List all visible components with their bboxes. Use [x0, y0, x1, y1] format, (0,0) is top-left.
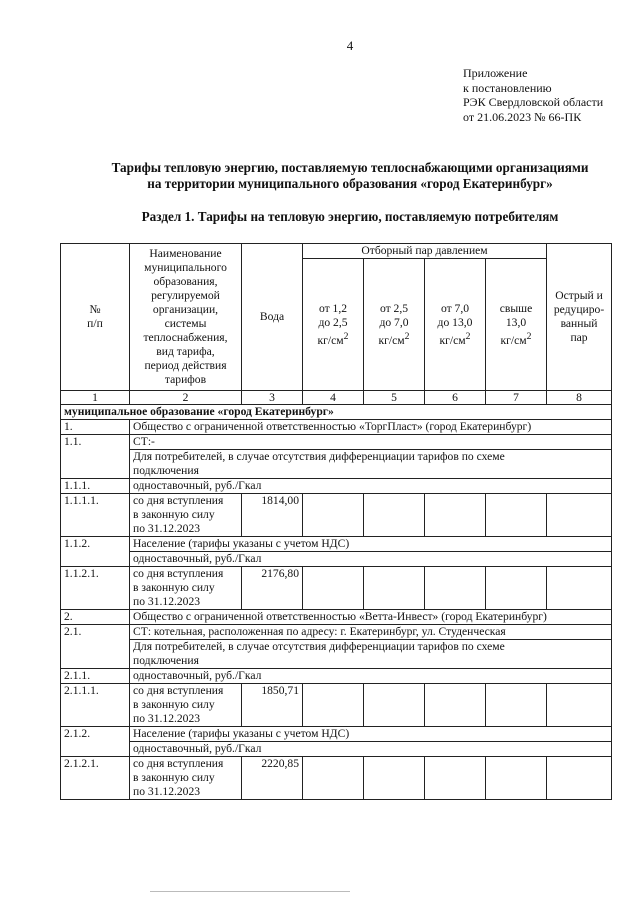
row-number: 1.1.1.	[61, 479, 130, 494]
table-row	[61, 669, 612, 684]
empty-cell	[303, 684, 364, 727]
tariff-type: одноставочный, руб./Гкал	[130, 479, 612, 494]
empty-cell	[547, 684, 612, 727]
table-row	[61, 420, 612, 435]
header-pressure-4: свыше 13,0 $кг/см^2$	[486, 259, 547, 391]
consumer-type: Население (тарифы указаны с учетом НДС)	[130, 537, 612, 552]
empty-cell	[364, 684, 425, 727]
empty-cell	[303, 757, 364, 800]
column-number: 7	[486, 391, 547, 405]
header-num: № п/п	[61, 244, 130, 391]
row-number: 2.1.2.1.	[61, 757, 130, 800]
empty-cell	[303, 567, 364, 610]
header-pressure-1: от 1,2 до 2,5 $кг/см^2$	[303, 259, 364, 391]
header-row	[61, 244, 612, 259]
page-number: 4	[346, 38, 354, 53]
footer-divider	[150, 891, 350, 892]
header-pressure-2: от 2,5 до 7,0 $кг/см^2$	[364, 259, 425, 391]
document-title	[60, 160, 640, 192]
water-tariff: 1850,71	[242, 684, 303, 727]
empty-cell	[425, 684, 486, 727]
appendix-block	[463, 66, 603, 124]
org-name: Общество с ограниченной ответственностью «ТоргПласт» (город Екатеринбург)	[130, 420, 612, 435]
heat-system: СТ:-	[130, 435, 612, 450]
table-row	[61, 757, 612, 800]
table-row	[61, 567, 612, 610]
table-row	[61, 640, 612, 669]
header-pressure-3: от 7,0 до 13,0 $кг/см^2$	[425, 259, 486, 391]
column-number: 6	[425, 391, 486, 405]
header-steam-group: Отборный пар давлением	[303, 244, 547, 259]
table-row	[61, 479, 612, 494]
empty-cell	[303, 494, 364, 537]
row-number: 1.1.2.	[61, 537, 130, 567]
table-row	[61, 450, 612, 479]
column-number: 1	[61, 391, 130, 405]
empty-cell	[547, 567, 612, 610]
column-number: 5	[364, 391, 425, 405]
column-number: 2	[130, 391, 242, 405]
row-number: 1.1.2.1.	[61, 567, 130, 610]
table-row	[61, 537, 612, 552]
row-number: 2.1.1.	[61, 669, 130, 684]
empty-cell	[547, 494, 612, 537]
column-number: 8	[547, 391, 612, 405]
municipality-cell: муниципальное образование «город Екатеринбург»	[61, 405, 612, 420]
consumer-type: Для потребителей, в случае отсутствия дифференциации тарифов по схеме подключения	[130, 640, 612, 669]
period: со дня вступления в законную силу по 31.12.2023	[130, 494, 242, 537]
empty-cell	[425, 567, 486, 610]
header-water: Вода	[242, 244, 303, 391]
row-number: 1.1.1.1.	[61, 494, 130, 537]
row-number: 1.	[61, 420, 130, 435]
empty-cell	[547, 757, 612, 800]
empty-cell	[486, 757, 547, 800]
row-number: 2.	[61, 610, 130, 625]
consumer-type: Для потребителей, в случае отсутствия дифференциации тарифов по схеме подключения	[130, 450, 612, 479]
appendix-line: от 21.06.2023 № 66-ПК	[463, 109, 582, 124]
row-number: 2.1.1.1.	[61, 684, 130, 727]
table-row	[61, 610, 612, 625]
title-line: Тарифы тепловую энергию, поставляемую теплоснабжающими организациями	[111, 160, 589, 175]
water-tariff: 2176,80	[242, 567, 303, 610]
water-tariff: 2220,85	[242, 757, 303, 800]
row-number: 2.1.2.	[61, 727, 130, 757]
empty-cell	[364, 494, 425, 537]
table-row	[61, 435, 612, 450]
tariff-type: одноставочный, руб./Гкал	[130, 669, 612, 684]
title-line: на территории муниципального образования «город Екатеринбург»	[147, 176, 553, 191]
column-number: 3	[242, 391, 303, 405]
period: со дня вступления в законную силу по 31.12.2023	[130, 567, 242, 610]
header-sharp-steam: Острый и редуциро- ванный пар	[547, 244, 612, 391]
empty-cell	[364, 567, 425, 610]
appendix-line: Приложение	[463, 66, 528, 80]
water-tariff: 1814,00	[242, 494, 303, 537]
column-number-row	[61, 391, 612, 405]
table-row	[61, 727, 612, 742]
period: со дня вступления в законную силу по 31.12.2023	[130, 757, 242, 800]
empty-cell	[364, 757, 425, 800]
empty-cell	[425, 757, 486, 800]
empty-cell	[486, 684, 547, 727]
municipality-row	[61, 405, 612, 420]
table-row	[61, 742, 612, 757]
section-title: Раздел 1. Тарифы на тепловую энергию, поставляемую потребителям	[141, 209, 559, 224]
row-number: 2.1.	[61, 625, 130, 669]
consumer-type: Население (тарифы указаны с учетом НДС)	[130, 727, 612, 742]
org-name: Общество с ограниченной ответственностью «Ветта-Инвест» (город Екатеринбург)	[130, 610, 612, 625]
appendix-line: РЭК Свердловской области	[463, 95, 604, 109]
empty-cell	[486, 567, 547, 610]
table-row	[61, 684, 612, 727]
header-name: Наименование муниципального образования, регулируемой организации, системы теплоснабжения, вид тарифа, период действия тарифов	[130, 244, 242, 391]
period: со дня вступления в законную силу по 31.12.2023	[130, 684, 242, 727]
table-row	[61, 494, 612, 537]
appendix-line: к постановлению	[463, 80, 552, 95]
tariff-type: одноставочный, руб./Гкал	[130, 552, 612, 567]
column-number: 4	[303, 391, 364, 405]
table-row	[61, 552, 612, 567]
tariff-type: одноставочный, руб./Гкал	[130, 742, 612, 757]
empty-cell	[486, 494, 547, 537]
row-number: 1.1.	[61, 435, 130, 479]
tariff-table	[60, 243, 612, 800]
heat-system: СТ: котельная, расположенная по адресу: г. Екатеринбург, ул. Студенческая	[130, 625, 612, 640]
empty-cell	[425, 494, 486, 537]
table-row	[61, 625, 612, 640]
